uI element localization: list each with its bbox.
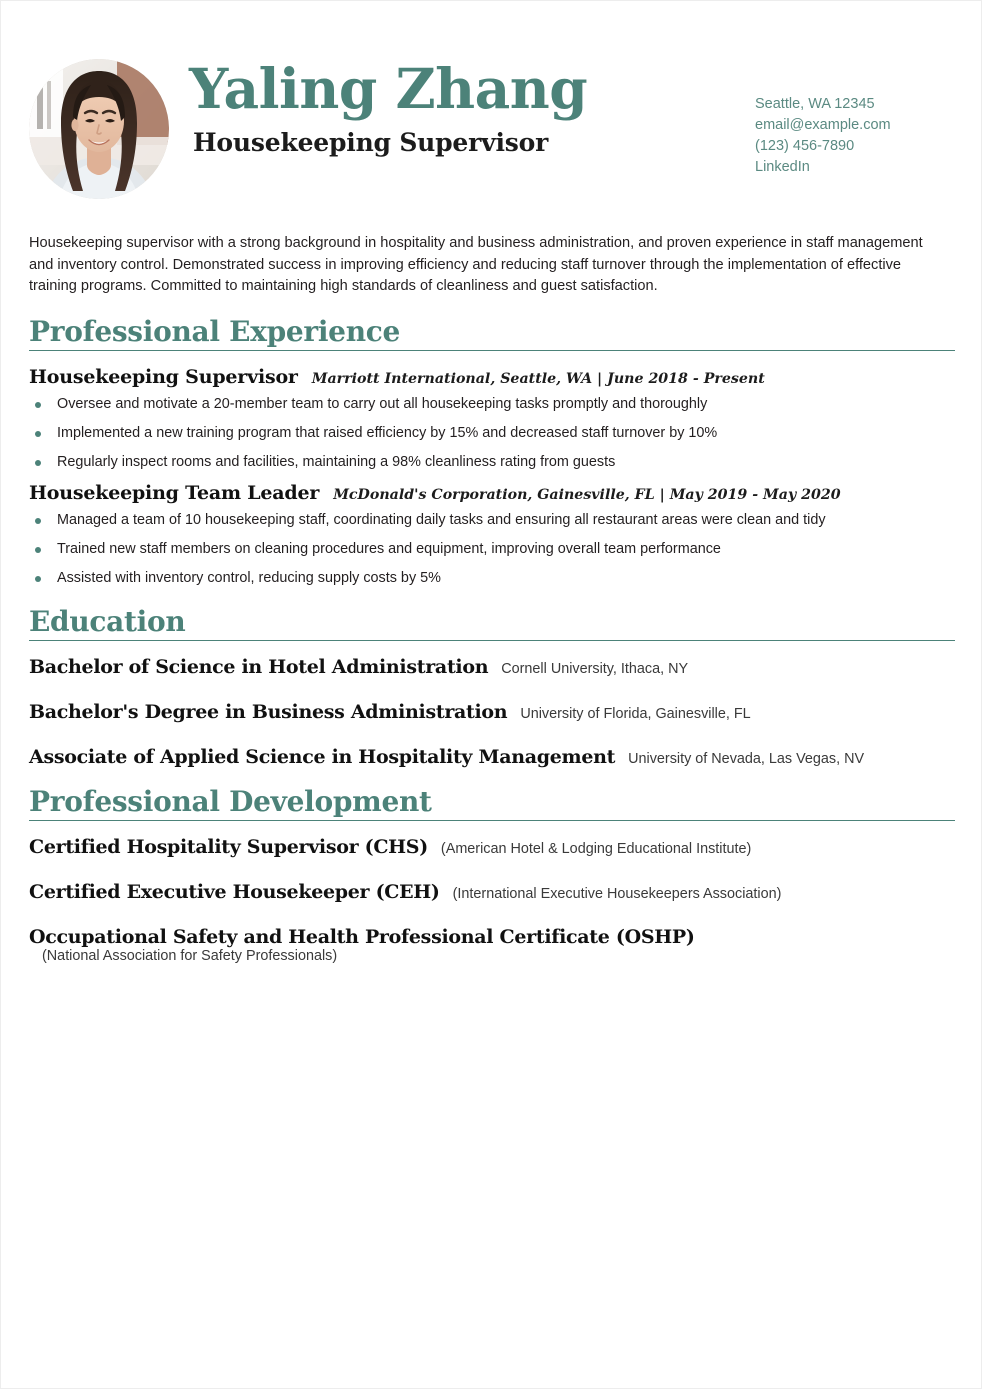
education-institution: University of Nevada, Las Vegas, NV xyxy=(628,750,865,767)
education-institution: Cornell University, Ithaca, NY xyxy=(501,660,689,677)
experience-entry xyxy=(29,482,955,588)
section-professional-development xyxy=(29,784,955,965)
education-degree: Bachelor of Science in Hotel Administration xyxy=(29,655,489,678)
experience-entry xyxy=(29,366,955,472)
certification-entry xyxy=(29,836,955,858)
resume-content xyxy=(29,1,955,964)
avatar xyxy=(29,59,169,199)
section-title-experience: Professional Experience xyxy=(29,314,401,348)
list-item: Trained new staff members on cleaning procedures and equipment, improving overall team performance xyxy=(29,540,955,559)
name-block xyxy=(189,56,588,157)
section-education xyxy=(29,604,955,768)
education-entry xyxy=(29,701,955,723)
list-item: Managed a team of 10 housekeeping staff, coordinating daily tasks and ensuring all restaurant areas were clean and tidy xyxy=(29,511,955,530)
professional-summary: Housekeeping supervisor with a strong background in hospitality and business administration, and proven experience in staff management and inventory control. Demonstrated success in improving efficiency and reducing staff turnover through the implementation of effective training programs. Committed to maintaining high standards of cleanliness and guest satisfaction. xyxy=(29,235,923,294)
experience-entry-header xyxy=(29,366,955,388)
certification-issuer: (National Association for Safety Professionals) xyxy=(42,948,338,965)
certification-issuer: (American Hotel & Lodging Educational Institute) xyxy=(440,841,752,858)
candidate-name: Yaling Zhang xyxy=(189,56,588,121)
certification-entry xyxy=(29,881,955,903)
contact-email[interactable]: email@example.com xyxy=(755,117,891,133)
resume-header xyxy=(29,1,955,175)
education-entry xyxy=(29,746,955,768)
experience-entry-header xyxy=(29,482,955,504)
experience-role: Housekeeping Supervisor xyxy=(29,365,298,388)
certification-list xyxy=(29,836,955,964)
experience-meta: McDonald's Corporation, Gainesville, FL | May 2019 - May 2020 xyxy=(333,486,841,503)
contact-info xyxy=(755,94,955,178)
experience-role: Housekeeping Team Leader xyxy=(29,481,320,504)
certification-name: Certified Executive Housekeeper (CEH) xyxy=(29,881,440,904)
contact-linkedin[interactable]: LinkedIn xyxy=(755,159,810,175)
section-experience xyxy=(29,314,955,588)
list-item: Implemented a new training program that raised efficiency by 15% and decreased staff turnover by 10% xyxy=(29,424,955,443)
certification-name: Occupational Safety and Health Professional Certificate (OSHP) xyxy=(29,926,695,949)
certification-entry xyxy=(29,926,955,964)
contact-location: Seattle, WA 12345 xyxy=(755,96,875,112)
profile-photo-image xyxy=(29,59,169,199)
experience-meta: Marriott International, Seattle, WA | June 2018 - Present xyxy=(311,370,765,387)
contact-phone[interactable]: (123) 456-7890 xyxy=(755,138,855,154)
list-item: Assisted with inventory control, reducing supply costs by 5% xyxy=(29,569,955,588)
education-degree: Bachelor's Degree in Business Administration xyxy=(29,700,508,723)
certification-issuer: (International Executive Housekeepers Association) xyxy=(452,886,782,903)
experience-bullet-list xyxy=(29,395,955,472)
section-title-education: Education xyxy=(29,604,186,638)
section-divider xyxy=(29,350,955,351)
list-item: Oversee and motivate a 20-member team to carry out all housekeeping tasks promptly and thoroughly xyxy=(29,395,955,414)
education-list xyxy=(29,656,955,768)
experience-bullet-list xyxy=(29,511,955,588)
education-degree: Associate of Applied Science in Hospitality Management xyxy=(29,745,616,768)
section-title-professional-development: Professional Development xyxy=(29,784,432,818)
section-divider xyxy=(29,640,955,641)
certification-name: Certified Hospitality Supervisor (CHS) xyxy=(29,836,428,859)
candidate-job-title: Housekeeping Supervisor xyxy=(193,128,549,157)
list-item: Regularly inspect rooms and facilities, maintaining a 98% cleanliness rating from guests xyxy=(29,453,955,472)
education-institution: University of Florida, Gainesville, FL xyxy=(520,705,751,722)
education-entry xyxy=(29,656,955,678)
section-divider xyxy=(29,820,955,821)
